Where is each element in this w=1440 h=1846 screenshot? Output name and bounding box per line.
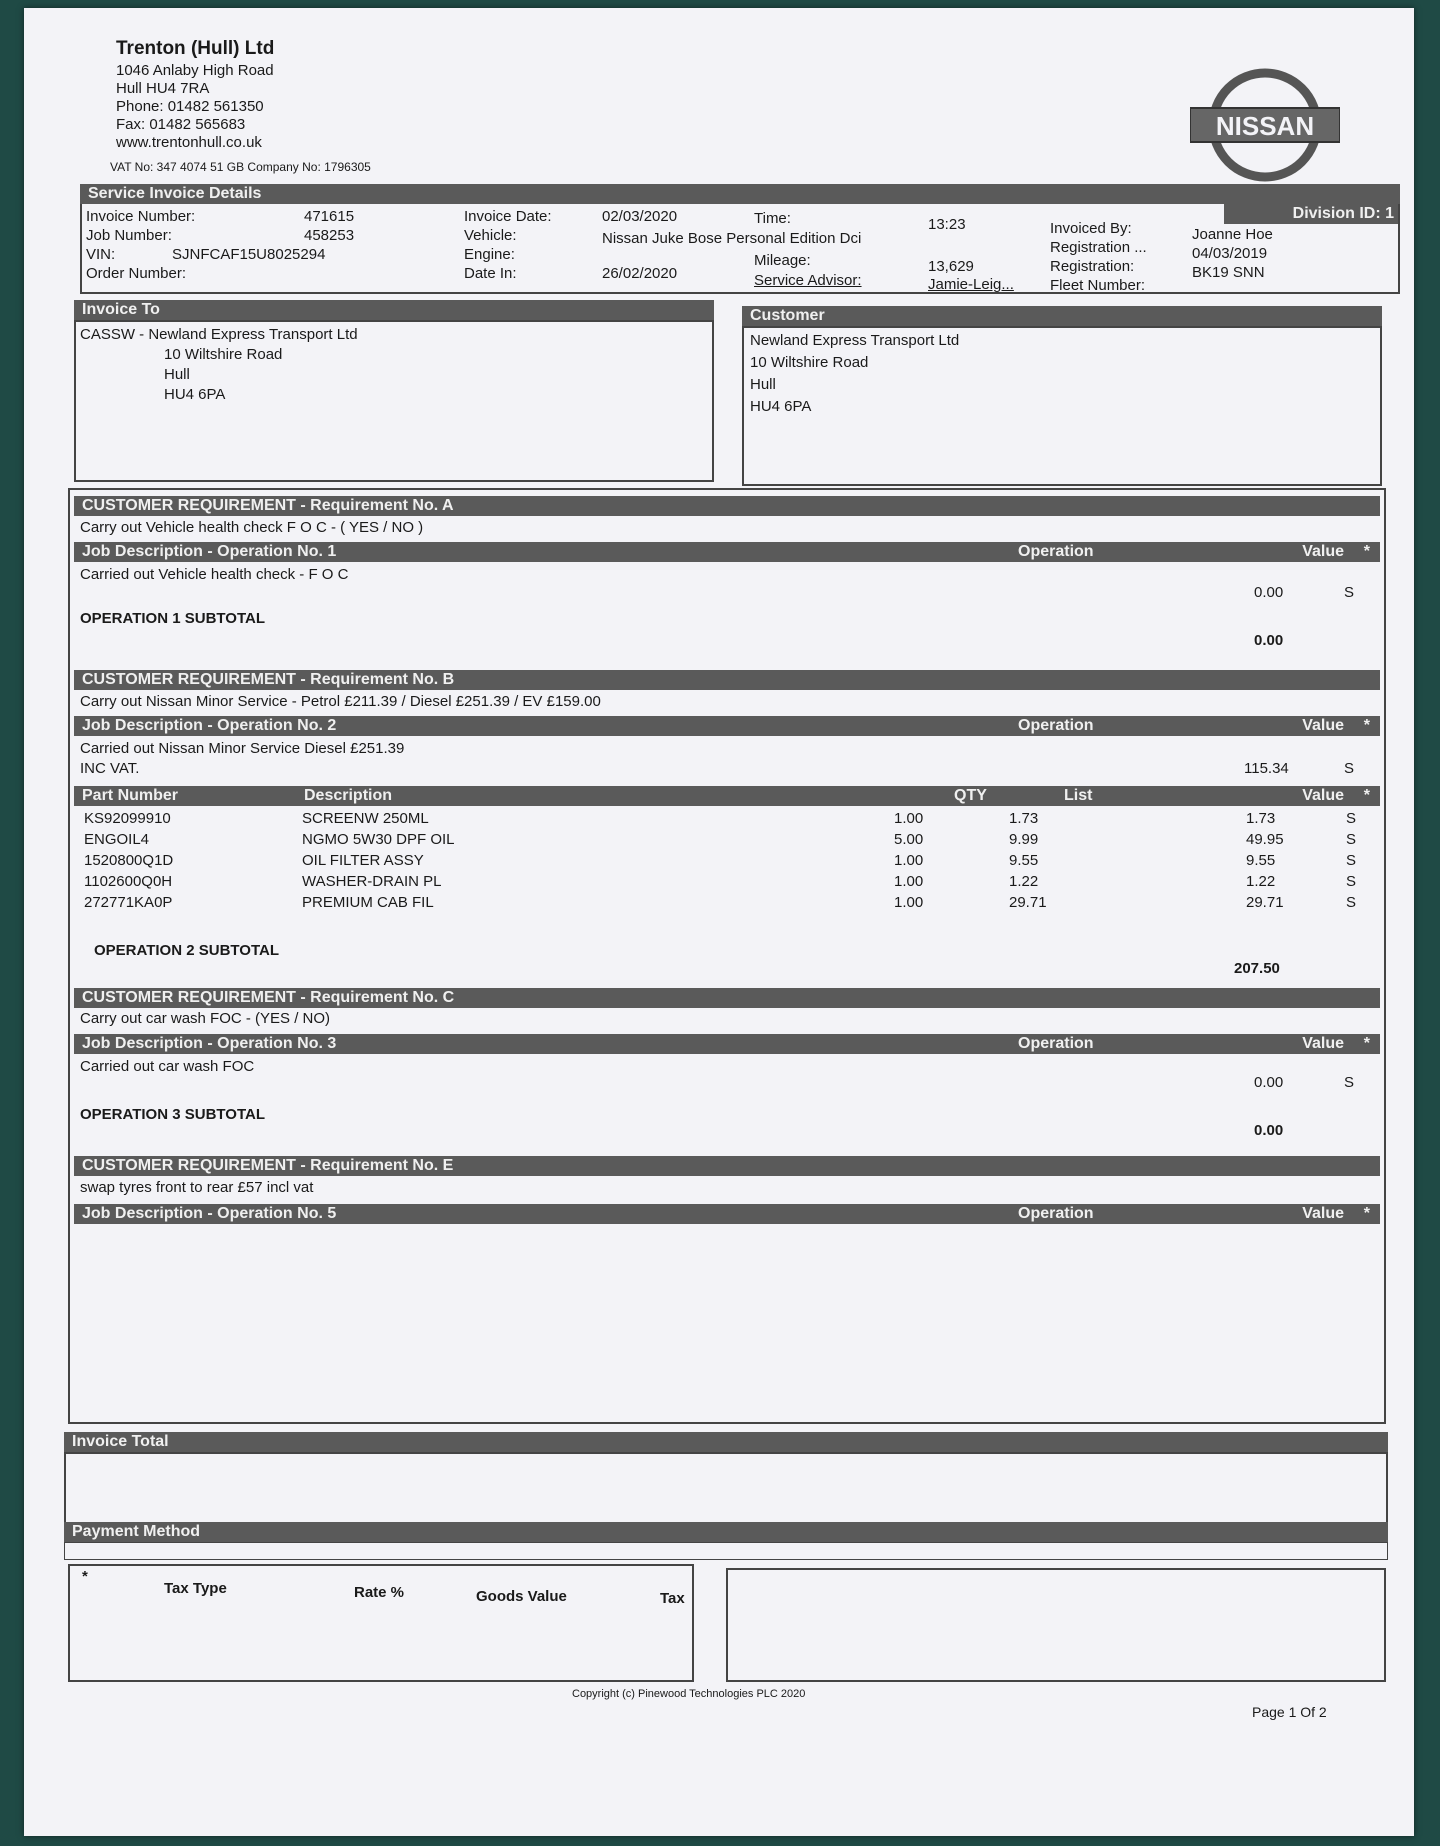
operation-1-header	[74, 542, 1380, 562]
part-row	[24, 894, 1404, 914]
part-number: 1102600Q0H	[84, 873, 173, 890]
customer-line1: Newland Express Transport Ltd	[750, 332, 960, 349]
goods-value-label: Goods Value	[476, 1588, 567, 1605]
invoice-number: 471615	[304, 208, 355, 225]
operation-1-text: Carried out Vehicle health check - F O C	[80, 566, 349, 583]
part-value: 1.22	[1246, 873, 1276, 890]
part-qty: 1.00	[894, 894, 924, 911]
registration: BK19 SNN	[1192, 264, 1265, 281]
requirement-b-title: CUSTOMER REQUIREMENT - Requirement No. B	[82, 671, 455, 688]
fleet-number-label: Fleet Number:	[1050, 277, 1146, 294]
parts-header-qty: QTY	[954, 787, 987, 804]
company-phone: Phone: 01482 561350	[116, 98, 264, 115]
invoice-to-header	[74, 300, 714, 320]
part-s: S	[1346, 810, 1357, 827]
invoice-total-title: Invoice Total	[72, 1433, 169, 1450]
operation-3-operation-label: Operation	[1018, 1035, 1094, 1052]
operation-2-value: 115.34	[1244, 760, 1289, 777]
payment-method-title: Payment Method	[72, 1523, 201, 1540]
company-address-line2: Hull HU4 7RA	[116, 80, 210, 97]
date-in: 26/02/2020	[602, 265, 678, 282]
parts-header-part-number: Part Number	[82, 787, 179, 804]
part-list-price: 29.71	[1009, 894, 1047, 911]
part-list-price: 1.22	[1009, 873, 1039, 890]
invoice-number-label: Invoice Number:	[86, 208, 196, 225]
part-row	[24, 810, 1404, 830]
requirement-a-text: Carry out Vehicle health check F O C - ( YES / NO )	[80, 519, 424, 536]
part-s: S	[1346, 831, 1357, 848]
nissan-logo	[1190, 66, 1340, 184]
part-description: WASHER-DRAIN PL	[302, 873, 442, 890]
tax-type-label: Tax Type	[164, 1580, 227, 1597]
service-advisor: Jamie-Leig...	[928, 276, 1014, 293]
operation-2-star: *	[1363, 717, 1370, 734]
operation-2-value-label: Value	[1302, 717, 1344, 734]
service-advisor-label: Service Advisor:	[754, 272, 862, 289]
payment-method-box	[64, 1542, 1388, 1560]
operation-3-title: Job Description - Operation No. 3	[82, 1035, 337, 1052]
operation-1-value-label: Value	[1302, 543, 1344, 560]
parts-header-value: Value	[1302, 787, 1344, 804]
company-address-line1: 1046 Anlaby High Road	[116, 62, 274, 79]
part-description: PREMIUM CAB FIL	[302, 894, 434, 911]
parts-header-list: List	[1064, 787, 1093, 804]
operation-3-header	[74, 1034, 1380, 1054]
operation-1-subtotal: 0.00	[1254, 632, 1284, 649]
operation-3-value: 0.00	[1254, 1074, 1284, 1091]
operation-5-title: Job Description - Operation No. 5	[82, 1205, 337, 1222]
invoice-to-line4: HU4 6PA	[164, 386, 226, 403]
part-s: S	[1346, 852, 1357, 869]
registration-label: Registration:	[1050, 258, 1135, 275]
vehicle-label: Vehicle:	[464, 227, 517, 244]
part-row	[24, 873, 1404, 893]
part-list-price: 9.99	[1009, 831, 1039, 848]
operation-3-subtotal: 0.00	[1254, 1122, 1284, 1139]
requirement-b-text: Carry out Nissan Minor Service - Petrol £211.39 / Diesel £251.39 / EV £159.00	[80, 693, 601, 710]
parts-header-star: *	[1363, 787, 1370, 804]
parts-header	[74, 786, 1380, 806]
job-number-label: Job Number:	[86, 227, 172, 244]
part-value: 1.73	[1246, 810, 1276, 827]
operation-2-text: Carried out Nissan Minor Service Diesel £251.39	[80, 740, 405, 757]
page-number: Page 1 Of 2	[1252, 1704, 1327, 1720]
part-qty: 1.00	[894, 852, 924, 869]
part-qty: 5.00	[894, 831, 924, 848]
invoice-to-line3: Hull	[164, 366, 190, 383]
requirement-a-title: CUSTOMER REQUIREMENT - Requirement No. A	[82, 497, 454, 514]
operation-3-star: *	[1363, 1035, 1370, 1052]
part-description: SCREENW 250ML	[302, 810, 429, 827]
requirement-c-header	[74, 988, 1380, 1008]
customer-title: Customer	[750, 307, 825, 324]
payment-method-header	[64, 1522, 1388, 1542]
time: 13:23	[928, 216, 966, 233]
part-list-price: 9.55	[1009, 852, 1039, 869]
invoice-page	[24, 8, 1414, 1836]
customer-header	[742, 306, 1382, 326]
division-id: Division ID: 1	[1224, 204, 1400, 224]
requirement-b-header	[74, 670, 1380, 690]
operation-5-operation-label: Operation	[1018, 1205, 1094, 1222]
job-number: 458253	[304, 227, 355, 244]
rate-label: Rate %	[354, 1584, 405, 1601]
mileage: 13,629	[928, 258, 974, 275]
service-details-title: Service Invoice Details	[88, 185, 262, 202]
time-label: Time:	[754, 210, 791, 227]
requirement-e-title: CUSTOMER REQUIREMENT - Requirement No. E	[82, 1157, 454, 1174]
requirement-a-header	[74, 496, 1380, 516]
part-row	[24, 852, 1404, 872]
tax-summary-box	[68, 1564, 694, 1682]
operation-5-header	[74, 1204, 1380, 1224]
operation-3-subtotal-label: OPERATION 3 SUBTOTAL	[80, 1106, 266, 1123]
requirement-e-header	[74, 1156, 1380, 1176]
requirement-c-title: CUSTOMER REQUIREMENT - Requirement No. C	[82, 989, 455, 1006]
part-value: 29.71	[1246, 894, 1284, 911]
operation-5-value-label: Value	[1302, 1205, 1344, 1222]
company-name: Trenton (Hull) Ltd	[116, 38, 275, 59]
part-value: 9.55	[1246, 852, 1276, 869]
vehicle: Nissan Juke Bose Personal Edition Dci	[602, 230, 862, 247]
operation-2-text2: INC VAT.	[80, 760, 140, 777]
invoice-date: 02/03/2020	[602, 208, 678, 225]
company-fax: Fax: 01482 565683	[116, 116, 246, 133]
tax-star: *	[82, 1568, 88, 1585]
operation-1-title: Job Description - Operation No. 1	[82, 543, 337, 560]
part-number: 272771KA0P	[84, 894, 173, 911]
part-row	[24, 831, 1404, 851]
invoice-to-title: Invoice To	[82, 301, 160, 318]
requirement-c-text: Carry out car wash FOC - (YES / NO)	[80, 1010, 331, 1027]
service-details-header	[80, 184, 1400, 204]
customer-line3: Hull	[750, 376, 776, 393]
engine-label: Engine:	[464, 246, 515, 263]
part-value: 49.95	[1246, 831, 1284, 848]
requirement-e-text: swap tyres front to rear £57 incl vat	[80, 1179, 314, 1196]
date-in-label: Date In:	[464, 265, 517, 282]
invoice-total-box	[64, 1452, 1388, 1530]
nissan-logo-text: NISSAN	[1215, 111, 1315, 141]
parts-header-description: Description	[304, 787, 393, 804]
part-description: NGMO 5W30 DPF OIL	[302, 831, 455, 848]
customer-box	[742, 326, 1382, 486]
company-website: www.trentonhull.co.uk	[116, 134, 262, 151]
invoiced-by-label: Invoiced By:	[1050, 220, 1132, 237]
vat-company-number: VAT No: 347 4074 51 GB Company No: 1796305	[110, 160, 371, 174]
operation-5-star: *	[1363, 1205, 1370, 1222]
invoiced-by: Joanne Hoe	[1192, 226, 1273, 243]
registration-date-label: Registration ...	[1050, 239, 1147, 256]
operation-2-title: Job Description - Operation No. 2	[82, 717, 337, 734]
operation-1-value: 0.00	[1254, 584, 1284, 601]
part-description: OIL FILTER ASSY	[302, 852, 424, 869]
invoice-to-line1: CASSW - Newland Express Transport Ltd	[80, 326, 358, 343]
operation-1-subtotal-label: OPERATION 1 SUBTOTAL	[80, 610, 266, 627]
order-number-label: Order Number:	[86, 265, 187, 282]
part-number: ENGOIL4	[84, 831, 150, 848]
invoice-to-line2: 10 Wiltshire Road	[164, 346, 283, 363]
part-s: S	[1346, 894, 1357, 911]
operation-3-s: S	[1344, 1074, 1355, 1091]
company-block	[116, 36, 274, 152]
part-qty: 1.00	[894, 810, 924, 827]
invoice-date-label: Invoice Date:	[464, 208, 552, 225]
operation-3-text: Carried out car wash FOC	[80, 1058, 255, 1075]
operation-2-header	[74, 716, 1380, 736]
operation-2-operation-label: Operation	[1018, 717, 1094, 734]
notes-box	[726, 1568, 1386, 1682]
part-qty: 1.00	[894, 873, 924, 890]
registration-date: 04/03/2019	[1192, 245, 1268, 262]
part-list-price: 1.73	[1009, 810, 1039, 827]
operation-2-subtotal-label: OPERATION 2 SUBTOTAL	[94, 942, 280, 959]
operation-2-subtotal: 207.50	[1234, 960, 1280, 977]
part-number: KS92099910	[84, 810, 171, 827]
mileage-label: Mileage:	[754, 252, 811, 269]
operation-3-value-label: Value	[1302, 1035, 1344, 1052]
operation-2-s: S	[1344, 760, 1355, 777]
customer-line4: HU4 6PA	[750, 398, 812, 415]
tax-label: Tax	[660, 1590, 685, 1607]
part-s: S	[1346, 873, 1357, 890]
customer-line2: 10 Wiltshire Road	[750, 354, 869, 371]
invoice-total-header	[64, 1432, 1388, 1452]
operation-1-s: S	[1344, 584, 1355, 601]
operation-1-operation-label: Operation	[1018, 543, 1094, 560]
vin: SJNFCAF15U8025294	[172, 246, 326, 263]
vin-label: VIN:	[86, 246, 116, 263]
copyright: Copyright (c) Pinewood Technologies PLC 2020	[572, 1688, 806, 1700]
operation-1-star: *	[1363, 543, 1370, 560]
part-number: 1520800Q1D	[84, 852, 174, 869]
